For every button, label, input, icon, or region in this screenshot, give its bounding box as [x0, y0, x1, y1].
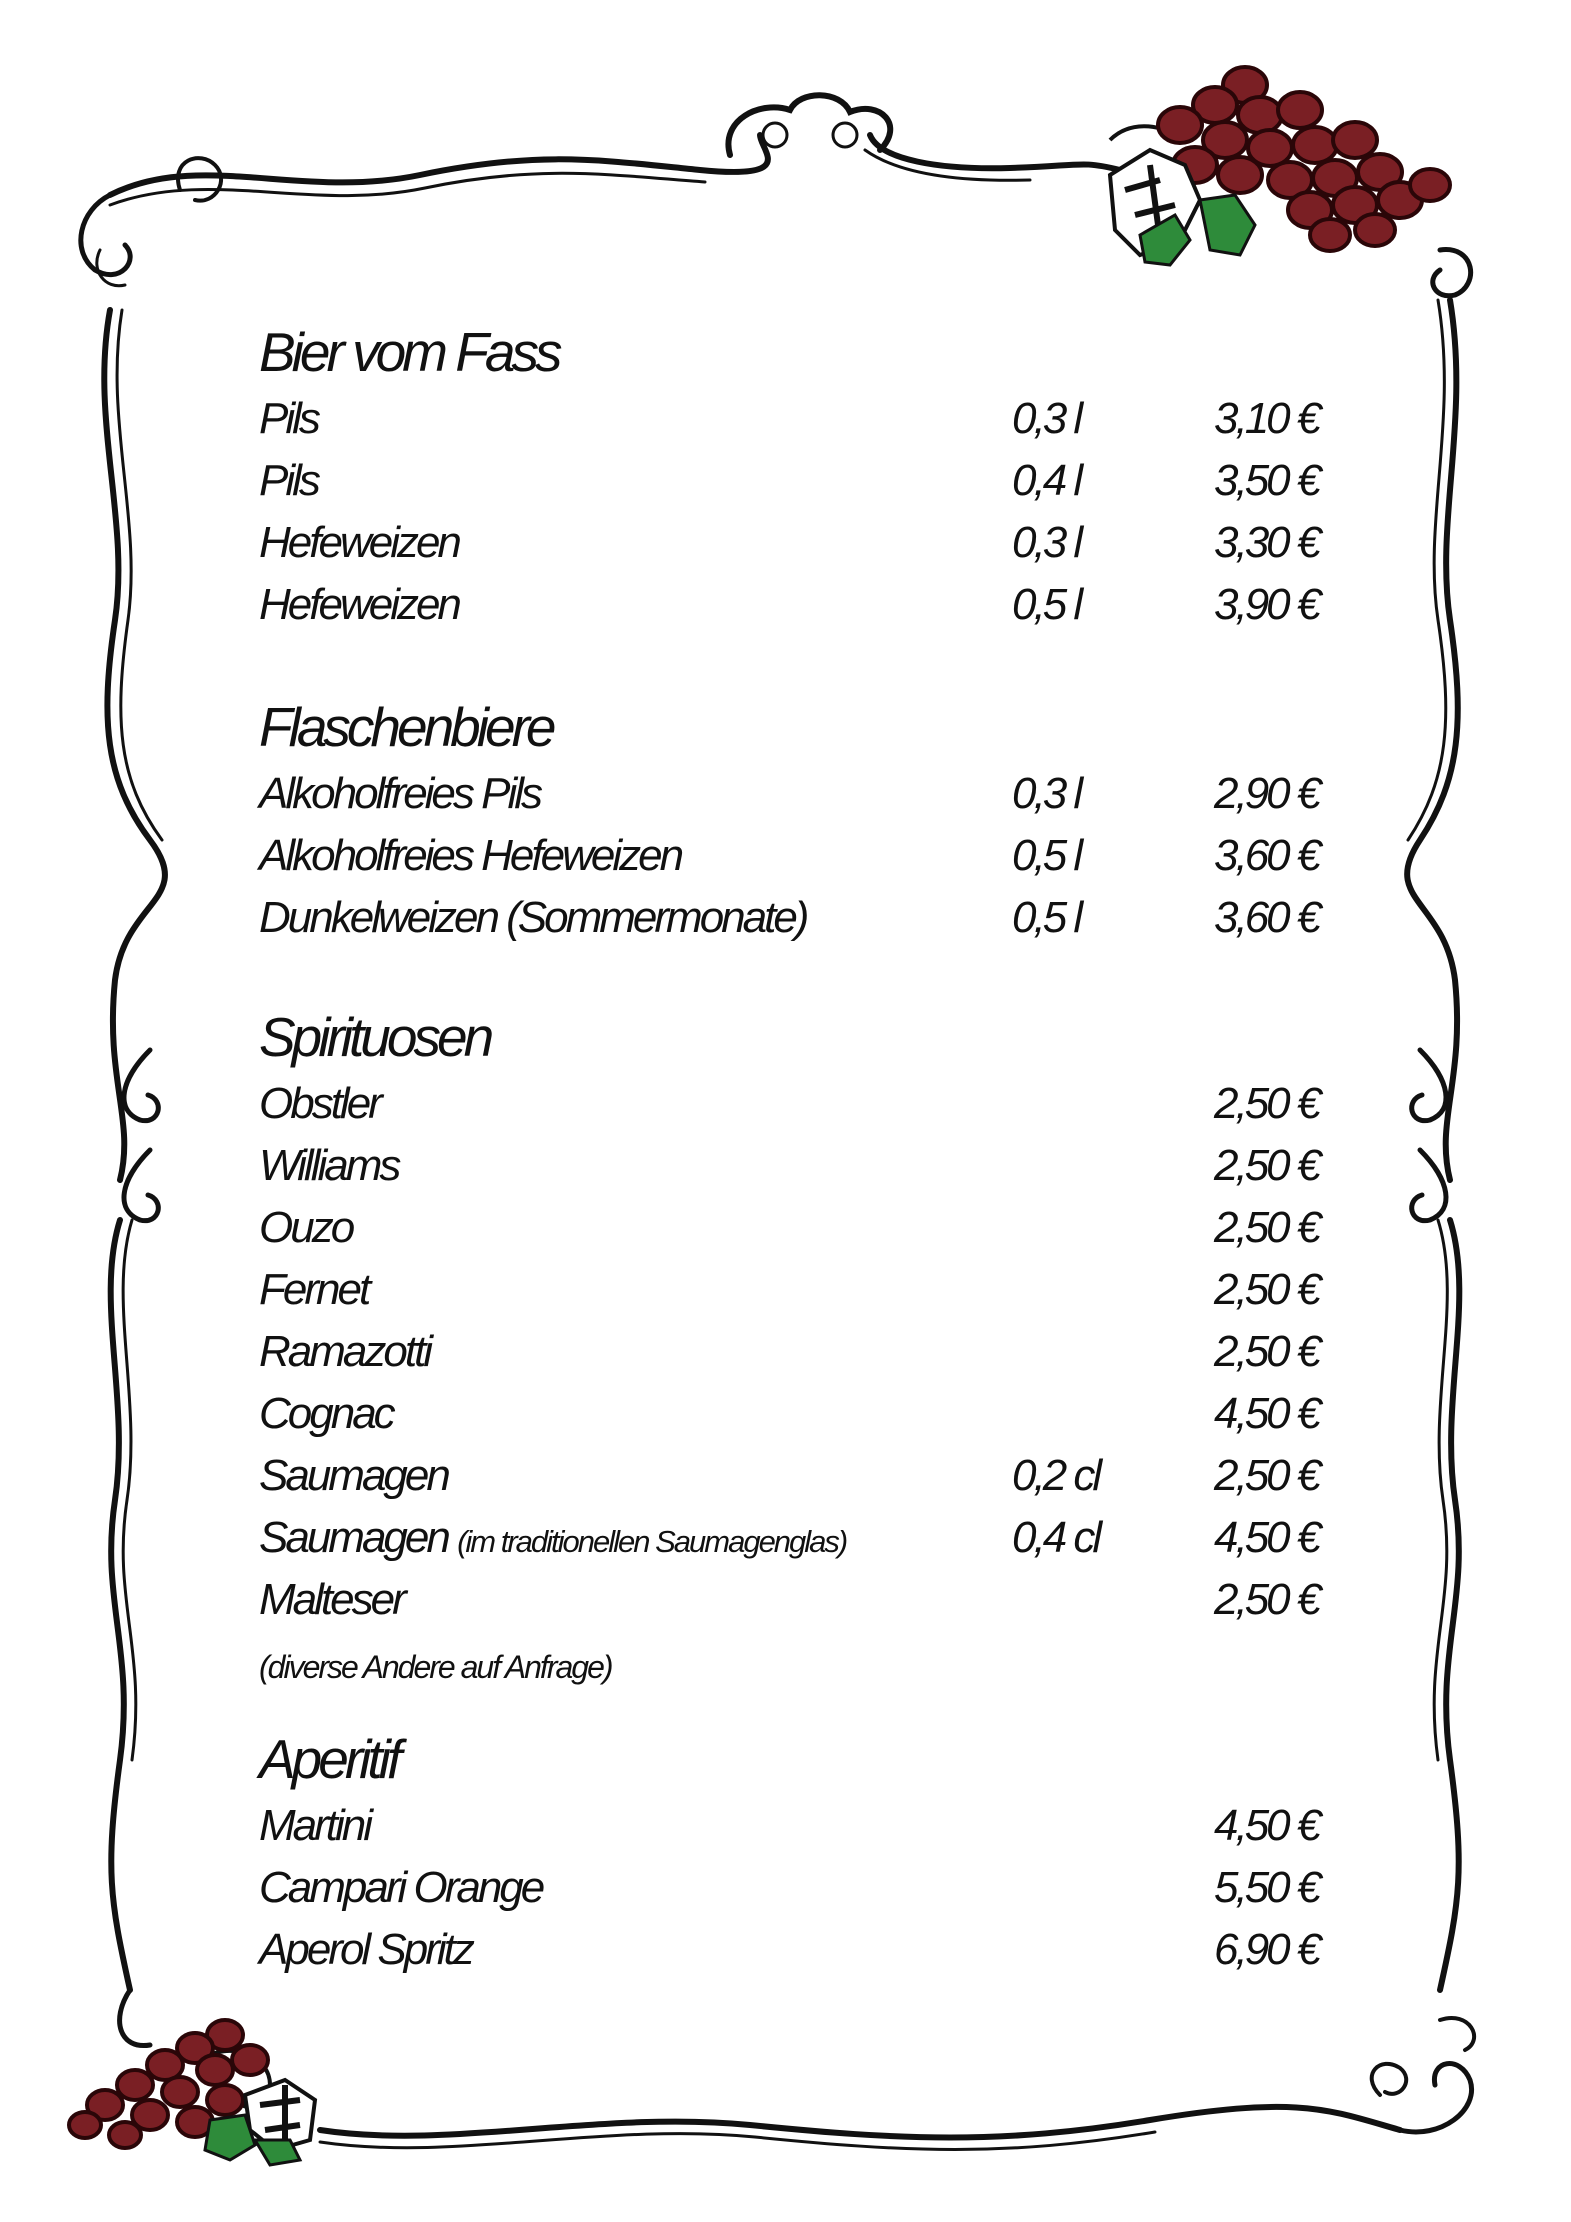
menu-item — [259, 388, 1359, 450]
section-title: Spirituosen — [259, 1006, 491, 1068]
menu-item — [259, 1795, 1359, 1857]
item-name: Alkoholfreies Hefeweizen — [259, 831, 682, 880]
item-price: 2,50 € — [1214, 1327, 1319, 1376]
item-name: Williams — [259, 1141, 399, 1190]
section-footnote: (diverse Andere auf Anfrage) — [259, 1649, 612, 1685]
menu-item — [259, 1135, 1359, 1197]
menu-item — [259, 512, 1359, 574]
item-size: 0,2 cl — [1012, 1451, 1100, 1500]
item-price: 2,50 € — [1214, 1265, 1319, 1314]
item-size: 0,4 cl — [1012, 1513, 1100, 1562]
item-price: 2,50 € — [1214, 1079, 1319, 1128]
section-title: Flaschenbiere — [259, 696, 553, 758]
menu-item — [259, 1073, 1359, 1135]
menu-item — [259, 1197, 1359, 1259]
menu-item — [259, 1259, 1359, 1321]
section-spirituosen — [259, 1001, 1359, 1703]
section-title: Bier vom Fass — [259, 321, 559, 383]
menu-item — [259, 763, 1359, 825]
menu-item — [259, 1507, 1359, 1569]
grape-cluster-icon — [1110, 67, 1450, 265]
item-size: 0,3 l — [1012, 518, 1081, 567]
item-note: (im traditionellen Saumagenglas) — [457, 1524, 847, 1559]
item-name: Malteser — [259, 1575, 404, 1624]
menu-item — [259, 1383, 1359, 1445]
menu-item — [259, 887, 1359, 949]
item-name: Obstler — [259, 1079, 380, 1128]
item-price: 3,60 € — [1214, 831, 1319, 880]
item-name: Ramazotti — [259, 1327, 431, 1376]
menu-item — [259, 574, 1359, 636]
section-flaschenbiere — [259, 691, 1359, 949]
menu-item — [259, 450, 1359, 512]
item-price: 2,50 € — [1214, 1451, 1319, 1500]
item-price: 3,50 € — [1214, 456, 1319, 505]
item-name: Pils — [259, 394, 318, 443]
item-name: Hefeweizen — [259, 518, 459, 567]
item-price: 4,50 € — [1214, 1389, 1319, 1438]
item-price: 2,90 € — [1214, 769, 1319, 818]
section-aperitif — [259, 1723, 1359, 1981]
section-bier-vom-fass — [259, 316, 1359, 636]
item-size: 0,3 l — [1012, 394, 1081, 443]
item-name-text: Saumagen — [259, 1513, 448, 1562]
menu-item — [259, 1321, 1359, 1383]
item-name: Pils — [259, 456, 318, 505]
item-name: Aperol Spritz — [259, 1925, 472, 1974]
section-title: Aperitif — [259, 1728, 399, 1790]
item-size: 0,4 l — [1012, 456, 1081, 505]
grape-cluster-icon — [69, 2020, 315, 2165]
item-price: 3,90 € — [1214, 580, 1319, 629]
item-size: 0,3 l — [1012, 769, 1081, 818]
menu-item — [259, 1919, 1359, 1981]
item-size: 0,5 l — [1012, 893, 1081, 942]
drinks-menu — [259, 316, 1359, 1981]
menu-item — [259, 1569, 1359, 1631]
item-price: 4,50 € — [1214, 1801, 1319, 1850]
item-price: 2,50 € — [1214, 1203, 1319, 1252]
item-price: 3,60 € — [1214, 893, 1319, 942]
menu-item — [259, 1857, 1359, 1919]
item-name: Alkoholfreies Pils — [259, 769, 541, 818]
menu-item — [259, 825, 1359, 887]
menu-item — [259, 1445, 1359, 1507]
item-size: 0,5 l — [1012, 580, 1081, 629]
item-name: Ouzo — [259, 1203, 353, 1252]
item-size: 0,5 l — [1012, 831, 1081, 880]
item-name: Campari Orange — [259, 1863, 543, 1912]
item-name: Cognac — [259, 1389, 393, 1438]
item-name: Fernet — [259, 1265, 369, 1314]
item-price: 2,50 € — [1214, 1141, 1319, 1190]
item-price: 2,50 € — [1214, 1575, 1319, 1624]
item-name: Dunkelweizen (Sommermonate) — [259, 893, 807, 942]
item-price: 3,10 € — [1214, 394, 1319, 443]
item-name — [259, 1507, 846, 1573]
item-price: 4,50 € — [1214, 1513, 1319, 1562]
item-name: Saumagen — [259, 1451, 448, 1500]
item-name: Hefeweizen — [259, 580, 459, 629]
item-price: 3,30 € — [1214, 518, 1319, 567]
item-name: Martini — [259, 1801, 371, 1850]
item-price: 5,50 € — [1214, 1863, 1319, 1912]
item-price: 6,90 € — [1214, 1925, 1319, 1974]
